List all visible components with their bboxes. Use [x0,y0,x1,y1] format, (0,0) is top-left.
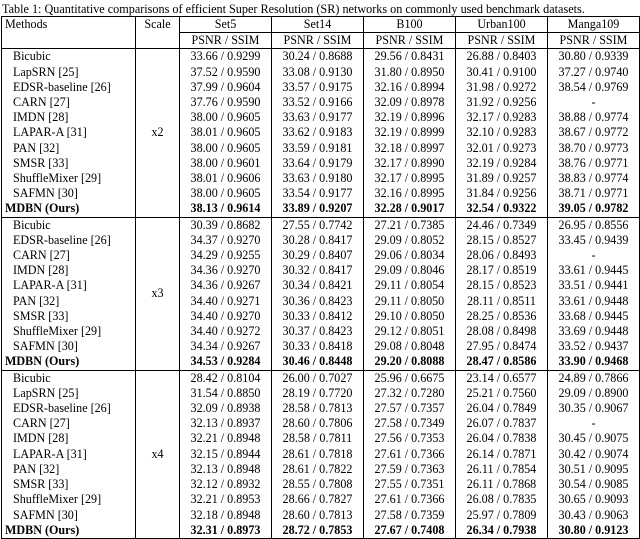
value-cell: 32.17 / 0.8990 [364,156,456,171]
value-cell: 28.06 / 0.8493 [456,248,548,263]
metric-header: PSNR / SSIM [272,33,364,49]
table-row [2,217,640,233]
value-cell: 26.88 / 0.8403 [456,49,548,65]
value-cell: 32.09 / 0.8978 [364,95,456,110]
method-cell: PAN [32] [2,294,136,309]
value-cell: 30.33 / 0.8412 [272,309,364,324]
scale-cell: x3 [136,217,180,370]
value-cell: 28.15 / 0.8527 [456,233,548,248]
method-cell: SAFMN [30] [2,186,136,201]
value-cell: 31.98 / 0.9272 [456,80,548,95]
results-table [1,16,640,539]
table-row [2,523,640,539]
value-cell: 32.15 / 0.8944 [180,447,272,462]
value-cell: 27.61 / 0.7366 [364,492,456,507]
value-cell: 32.19 / 0.8996 [364,110,456,125]
value-cell: 31.84 / 0.9256 [456,186,548,201]
value-cell: 26.07 / 0.7837 [456,416,548,431]
value-cell: 37.52 / 0.9590 [180,65,272,80]
value-cell: 25.96 / 0.6675 [364,370,456,386]
value-cell: 38.01 / 0.9605 [180,125,272,140]
table-row [2,354,640,370]
value-cell: 32.01 / 0.9273 [456,141,548,156]
value-cell: 26.14 / 0.7871 [456,447,548,462]
value-cell: 38.00 / 0.9601 [180,156,272,171]
value-cell: 32.13 / 0.8937 [180,416,272,431]
value-cell: 30.32 / 0.8417 [272,263,364,278]
value-cell: 30.39 / 0.8682 [180,217,272,233]
value-cell: 27.56 / 0.7353 [364,431,456,446]
value-cell: 34.40 / 0.9271 [180,294,272,309]
methods-header: Methods [2,17,136,49]
value-cell: 31.80 / 0.8950 [364,65,456,80]
value-cell: 34.40 / 0.9272 [180,324,272,339]
dataset-header-set5: Set5 [180,17,272,33]
value-cell: 29.10 / 0.8050 [364,309,456,324]
value-cell: 33.68 / 0.9445 [548,309,640,324]
value-cell: 33.89 / 0.9207 [272,201,364,217]
value-cell: 30.41 / 0.9100 [456,65,548,80]
method-cell: IMDN [28] [2,431,136,446]
table-row [2,156,640,171]
value-cell: 32.12 / 0.8932 [180,477,272,492]
method-cell: LAPAR-A [31] [2,125,136,140]
table-row [2,233,640,248]
method-cell: LapSRN [25] [2,65,136,80]
value-cell: 29.11 / 0.8054 [364,278,456,293]
value-cell: 38.76 / 0.9771 [548,156,640,171]
value-cell: 32.13 / 0.8948 [180,462,272,477]
value-cell: 32.17 / 0.9283 [456,110,548,125]
value-cell: 26.04 / 0.7838 [456,431,548,446]
value-cell: 26.00 / 0.7027 [272,370,364,386]
value-cell: 29.09 / 0.8900 [548,386,640,401]
value-cell: 30.46 / 0.8448 [272,354,364,370]
method-cell: IMDN [28] [2,263,136,278]
method-cell: Bicubic [2,370,136,386]
dataset-header-b100: B100 [364,17,456,33]
table-row [2,49,640,65]
scale-cell: x2 [136,49,180,217]
dataset-header-urban100: Urban100 [456,17,548,33]
value-cell: 33.61 / 0.9445 [548,263,640,278]
value-cell: 33.59 / 0.9181 [272,141,364,156]
value-cell: 29.09 / 0.8052 [364,233,456,248]
value-cell: 25.21 / 0.7560 [456,386,548,401]
metric-header: PSNR / SSIM [364,33,456,49]
value-cell: 33.45 / 0.9439 [548,233,640,248]
value-cell: 32.21 / 0.8948 [180,431,272,446]
value-cell: 28.47 / 0.8586 [456,354,548,370]
method-cell: EDSR-baseline [26] [2,401,136,416]
value-cell: 25.97 / 0.7809 [456,508,548,523]
table-row [2,339,640,354]
method-cell: SMSR [33] [2,477,136,492]
table-row [2,462,640,477]
value-cell: 32.16 / 0.8994 [364,80,456,95]
table-row [2,125,640,140]
value-cell: 29.20 / 0.8088 [364,354,456,370]
value-cell: 31.89 / 0.9257 [456,171,548,186]
value-cell: 32.21 / 0.8953 [180,492,272,507]
value-cell: 27.55 / 0.7351 [364,477,456,492]
table-row [2,171,640,186]
value-cell: 33.08 / 0.9130 [272,65,364,80]
table-row [2,263,640,278]
value-cell: 30.24 / 0.8688 [272,49,364,65]
value-cell: 28.42 / 0.8104 [180,370,272,386]
value-cell: 33.66 / 0.9299 [180,49,272,65]
value-cell: 37.76 / 0.9590 [180,95,272,110]
value-cell: 27.55 / 0.7742 [272,217,364,233]
value-cell: - [548,248,640,263]
value-cell: 30.34 / 0.8421 [272,278,364,293]
table-row [2,278,640,293]
value-cell: 34.37 / 0.9270 [180,233,272,248]
method-cell: LapSRN [25] [2,386,136,401]
value-cell: 38.00 / 0.9605 [180,141,272,156]
value-cell: 32.19 / 0.9284 [456,156,548,171]
value-cell: 32.18 / 0.8948 [180,508,272,523]
value-cell: 39.05 / 0.9782 [548,201,640,217]
metric-header: PSNR / SSIM [180,33,272,49]
table-row [2,110,640,125]
metric-header: PSNR / SSIM [456,33,548,49]
value-cell: 33.63 / 0.9180 [272,171,364,186]
scale-header: Scale [136,17,180,49]
value-cell: 26.04 / 0.7849 [456,401,548,416]
value-cell: 32.19 / 0.8999 [364,125,456,140]
value-cell: 32.17 / 0.8995 [364,171,456,186]
table-row [2,477,640,492]
scale-cell: x4 [136,370,180,538]
table-caption: Table 1: Quantitative comparisons of efficient Super Resolution (SR) networks on commonly used benchmark datasets. [2,2,585,16]
method-cell: CARN [27] [2,95,136,110]
value-cell: 33.57 / 0.9175 [272,80,364,95]
value-cell: 32.16 / 0.8995 [364,186,456,201]
value-cell: 28.72 / 0.7853 [272,523,364,539]
method-cell: ShuffleMixer [29] [2,171,136,186]
method-cell: PAN [32] [2,141,136,156]
table-row [2,370,640,386]
method-cell: IMDN [28] [2,110,136,125]
method-cell: PAN [32] [2,462,136,477]
value-cell: 34.34 / 0.9267 [180,339,272,354]
value-cell: 33.62 / 0.9183 [272,125,364,140]
value-cell: 27.58 / 0.7349 [364,416,456,431]
table-row [2,186,640,201]
method-cell: SMSR [33] [2,309,136,324]
value-cell: 27.57 / 0.7357 [364,401,456,416]
header-row [2,17,640,33]
value-cell: 38.01 / 0.9606 [180,171,272,186]
value-cell: 28.15 / 0.8523 [456,278,548,293]
value-cell: 26.08 / 0.7835 [456,492,548,507]
value-cell: 31.92 / 0.9256 [456,95,548,110]
value-cell: 38.13 / 0.9614 [180,201,272,217]
value-cell: 30.37 / 0.8423 [272,324,364,339]
value-cell: 32.28 / 0.9017 [364,201,456,217]
method-cell: SMSR [33] [2,156,136,171]
value-cell: 38.70 / 0.9773 [548,141,640,156]
value-cell: 38.88 / 0.9774 [548,110,640,125]
value-cell: 34.40 / 0.9270 [180,309,272,324]
method-cell: CARN [27] [2,248,136,263]
table-row [2,508,640,523]
value-cell: 30.35 / 0.9067 [548,401,640,416]
value-cell: 32.31 / 0.8973 [180,523,272,539]
value-cell: 32.09 / 0.8938 [180,401,272,416]
value-cell: 31.54 / 0.8850 [180,386,272,401]
method-cell: MDBN (Ours) [2,523,136,539]
value-cell: 30.65 / 0.9093 [548,492,640,507]
value-cell: - [548,416,640,431]
value-cell: 30.45 / 0.9075 [548,431,640,446]
method-cell: Bicubic [2,49,136,65]
value-cell: 33.63 / 0.9177 [272,110,364,125]
metric-header: PSNR / SSIM [548,33,640,49]
value-cell: 38.67 / 0.9772 [548,125,640,140]
table-row [2,492,640,507]
value-cell: 27.95 / 0.8474 [456,339,548,354]
dataset-header-set14: Set14 [272,17,364,33]
method-cell: SAFMN [30] [2,508,136,523]
method-cell: Bicubic [2,217,136,233]
value-cell: 32.10 / 0.9283 [456,125,548,140]
table-row [2,80,640,95]
value-cell: 28.58 / 0.7813 [272,401,364,416]
value-cell: 29.06 / 0.8034 [364,248,456,263]
value-cell: 29.11 / 0.8050 [364,294,456,309]
value-cell: 33.52 / 0.9437 [548,339,640,354]
value-cell: 30.28 / 0.8417 [272,233,364,248]
value-cell: 26.95 / 0.8556 [548,217,640,233]
value-cell: 33.51 / 0.9441 [548,278,640,293]
value-cell: 33.69 / 0.9448 [548,324,640,339]
value-cell: 38.00 / 0.9605 [180,186,272,201]
table-row [2,95,640,110]
value-cell: 30.33 / 0.8418 [272,339,364,354]
value-cell: 30.36 / 0.8423 [272,294,364,309]
table-row [2,386,640,401]
value-cell: 32.18 / 0.8997 [364,141,456,156]
table-row [2,324,640,339]
value-cell: 28.60 / 0.7813 [272,508,364,523]
value-cell: 30.51 / 0.9095 [548,462,640,477]
value-cell: 27.32 / 0.7280 [364,386,456,401]
value-cell: 27.58 / 0.7359 [364,508,456,523]
method-cell: ShuffleMixer [29] [2,492,136,507]
value-cell: 28.17 / 0.8519 [456,263,548,278]
value-cell: 32.54 / 0.9322 [456,201,548,217]
dataset-header-manga109: Manga109 [548,17,640,33]
table-row [2,141,640,156]
method-cell: MDBN (Ours) [2,201,136,217]
value-cell: 29.12 / 0.8051 [364,324,456,339]
table-row [2,201,640,217]
value-cell: 24.89 / 0.7866 [548,370,640,386]
value-cell: 30.54 / 0.9085 [548,477,640,492]
value-cell: 38.00 / 0.9605 [180,110,272,125]
table-row [2,401,640,416]
value-cell: 30.80 / 0.9339 [548,49,640,65]
value-cell: 29.08 / 0.8048 [364,339,456,354]
value-cell: 34.29 / 0.9255 [180,248,272,263]
method-cell: EDSR-baseline [26] [2,80,136,95]
table-row [2,447,640,462]
table-row [2,416,640,431]
table-row [2,431,640,446]
value-cell: 33.61 / 0.9448 [548,294,640,309]
table-row [2,248,640,263]
value-cell: 30.43 / 0.9063 [548,508,640,523]
value-cell: 30.29 / 0.8407 [272,248,364,263]
value-cell: 28.55 / 0.7808 [272,477,364,492]
table-row [2,294,640,309]
value-cell: 33.52 / 0.9166 [272,95,364,110]
value-cell: 30.80 / 0.9123 [548,523,640,539]
value-cell: 38.83 / 0.9774 [548,171,640,186]
value-cell: 27.21 / 0.7385 [364,217,456,233]
value-cell: 26.11 / 0.7868 [456,477,548,492]
value-cell: 24.46 / 0.7349 [456,217,548,233]
value-cell: 28.61 / 0.7822 [272,462,364,477]
value-cell: 30.42 / 0.9074 [548,447,640,462]
value-cell: 28.60 / 0.7806 [272,416,364,431]
value-cell: 27.67 / 0.7408 [364,523,456,539]
value-cell: 28.58 / 0.7811 [272,431,364,446]
value-cell: 33.64 / 0.9179 [272,156,364,171]
value-cell: 37.27 / 0.9740 [548,65,640,80]
value-cell: 38.54 / 0.9769 [548,80,640,95]
value-cell: 29.09 / 0.8046 [364,263,456,278]
value-cell: 33.54 / 0.9177 [272,186,364,201]
table-body [2,49,640,539]
method-cell: MDBN (Ours) [2,354,136,370]
value-cell: 28.11 / 0.8511 [456,294,548,309]
value-cell: 26.34 / 0.7938 [456,523,548,539]
method-cell: CARN [27] [2,416,136,431]
value-cell: 34.53 / 0.9284 [180,354,272,370]
value-cell: 26.11 / 0.7854 [456,462,548,477]
value-cell: 28.25 / 0.8536 [456,309,548,324]
value-cell: 38.71 / 0.9771 [548,186,640,201]
method-cell: EDSR-baseline [26] [2,233,136,248]
value-cell: 34.36 / 0.9267 [180,278,272,293]
value-cell: 27.61 / 0.7366 [364,447,456,462]
value-cell: 23.14 / 0.6577 [456,370,548,386]
value-cell: 28.66 / 0.7827 [272,492,364,507]
method-cell: LAPAR-A [31] [2,447,136,462]
value-cell: 37.99 / 0.9604 [180,80,272,95]
method-cell: LAPAR-A [31] [2,278,136,293]
method-cell: ShuffleMixer [29] [2,324,136,339]
value-cell: - [548,95,640,110]
value-cell: 28.19 / 0.7720 [272,386,364,401]
value-cell: 28.61 / 0.7818 [272,447,364,462]
value-cell: 34.36 / 0.9270 [180,263,272,278]
value-cell: 27.59 / 0.7363 [364,462,456,477]
value-cell: 29.56 / 0.8431 [364,49,456,65]
method-cell: SAFMN [30] [2,339,136,354]
value-cell: 28.08 / 0.8498 [456,324,548,339]
table-row [2,65,640,80]
table-row [2,309,640,324]
value-cell: 33.90 / 0.9468 [548,354,640,370]
